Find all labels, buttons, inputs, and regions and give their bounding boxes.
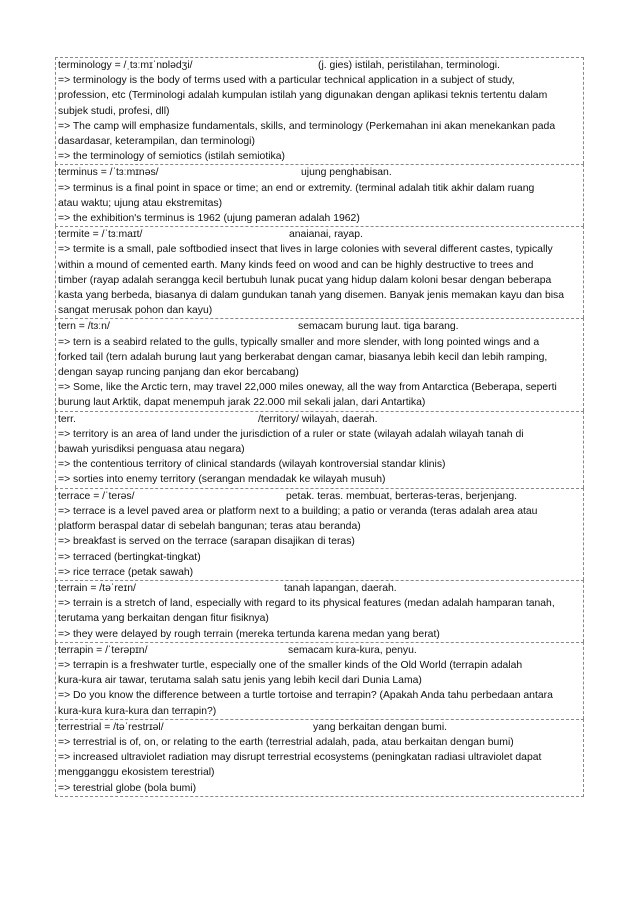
entry-text-line: => the exhibition's terminus is 1962 (ujung pameran adalah 1962): [58, 213, 360, 225]
entry-text-line: platform beraspal datar di sebelah bangunan; teras atau beranda): [58, 521, 361, 533]
entry-meaning: (j. gies) istilah, peristilahan, terminologi.: [318, 60, 500, 71]
dictionary-document: [55, 57, 584, 797]
entry-text-line: => Some, like the Arctic tern, may travel 22,000 miles oneway, all the way from Antarctica (Beberapa, seperti: [58, 382, 557, 394]
entry-header: [56, 319, 583, 334]
entry-text-line: within a mound of cemented earth. Many kinds feed on wood and can be highly destructive to trees and: [58, 259, 534, 271]
entry-text-line: bawah yurisdiksi penguasa atau negara): [58, 444, 245, 456]
dictionary-entry: [55, 164, 584, 226]
entry-text-line: timber (rayap adalah serangga kecil bertubuh lunak pucat yang hidup dalam koloni besar dengan beberapa: [58, 274, 552, 286]
dictionary-entry: [55, 411, 584, 488]
entry-text-line: => breakfast is served on the terrace (sarapan disajikan di teras): [58, 536, 355, 548]
entry-text-line: => increased ultraviolet radiation may disrupt terrestrial ecosystems (peningkatan radiasi ultraviolet dapat: [58, 752, 542, 764]
entry-meaning: anaianai, rayap.: [289, 229, 363, 241]
entry-header: [56, 581, 583, 596]
entry-meaning: ujung penghabisan.: [301, 167, 392, 179]
entry-term: terrapin = /ˈterəpɪn/: [58, 644, 148, 656]
dictionary-entry: [55, 580, 584, 642]
entry-text-line: => terminus is a final point in space or time; an end or extremity. (terminal adalah titik akhir dalam ruang: [58, 182, 535, 194]
entry-text-line: burung laut Arktik, dapat menempuh jarak 22.000 mil sekali jalan, dari Antartika): [58, 397, 426, 409]
entry-text-line: => The camp will emphasize fundamentals, skills, and terminology (Perkemahan ini akan menekankan pada: [58, 120, 556, 132]
entry-text-line: dasardasar, keterampilan, dan terminologi): [58, 136, 255, 148]
entry-text-line: => the terminology of semiotics (istilah semiotika): [58, 151, 285, 163]
entry-text-line: => Do you know the difference between a turtle tortoise and terrapin? (Apakah Anda tahu perbedaan antara: [58, 690, 553, 702]
entry-text-line: => terrace is a level paved area or platform next to a building; a patio or veranda (teras adalah area atau: [58, 505, 538, 517]
entry-text-line: profession, etc (Terminologi adalah kumpulan istilah yang digunakan dengan aplikasi teknis tertentu dalam: [58, 90, 548, 102]
entry-meaning: /territory/ wilayah, daerah.: [258, 413, 378, 425]
entry-text-line: dengan sayap runcing panjang dan ekor bercabang): [58, 367, 299, 379]
entry-text-line: kura-kura kura-kura dan terrapin?): [58, 705, 217, 717]
entry-header: [56, 412, 583, 427]
entry-text-line: kura-kura air tawar, terutama salah satu jenis yang lebih kecil dari Dunia Lama): [58, 675, 422, 687]
entry-text-line: forked tail (tern adalah burung laut yang berkerabat dengan camar, biasanya lebih kecil dan lebih ramping,: [58, 351, 548, 363]
entry-term: terrain = /təˈreɪn/: [58, 582, 136, 594]
entry-text-line: => terraced (bertingkat-tingkat): [58, 551, 201, 563]
entry-header: [56, 165, 583, 180]
entry-text-line: => rice terrace (petak sawah): [58, 566, 194, 578]
dictionary-entry: [55, 226, 584, 318]
entry-meaning: tanah lapangan, daerah.: [284, 582, 397, 594]
entry-term: terminology = /ˌtɜːmɪˈnɒlədʒi/: [58, 60, 193, 71]
entry-text-line: => the contentious territory of clinical standards (wilayah kontroversial standar klinis): [58, 459, 446, 471]
entry-header: [56, 720, 583, 735]
entry-term: terrestrial = /təˈrestrɪəl/: [58, 721, 164, 733]
entry-text-line: atau waktu; ujung atau ekstremitas): [58, 197, 223, 209]
entry-text-line: => terrain is a stretch of land, especially with regard to its physical features (medan adalah hamparan tanah,: [58, 598, 555, 610]
entry-text-line: terutama yang berkaitan dengan fitur fisiknya): [58, 613, 269, 625]
dictionary-entry: [55, 719, 584, 797]
entry-text-line: => terrestrial is of, on, or relating to the earth (terrestrial adalah, pada, atau berkaitan dengan bumi): [58, 736, 514, 748]
entry-meaning: semacam burung laut. tiga barang.: [298, 321, 459, 333]
entry-header: [56, 58, 583, 73]
entry-text-line: => tern is a seabird related to the gulls, typically smaller and more slender, with long pointed wings and a: [58, 336, 540, 348]
entry-meaning: yang berkaitan dengan bumi.: [313, 721, 448, 733]
entry-text-line: => termite is a small, pale softbodied insect that lives in large colonies with several different castes, typically: [58, 244, 553, 256]
entry-text-line: => terestrial globe (bola bumi): [58, 782, 197, 794]
entry-text-line: subjek studi, profesi, dll): [58, 105, 170, 117]
entry-header: [56, 643, 583, 658]
entry-term: tern = /tɜːn/: [58, 321, 110, 333]
entry-text-line: => they were delayed by rough terrain (mereka tertunda karena medan yang berat): [58, 628, 440, 640]
entry-text-line: => sorties into enemy territory (serangan mendadak ke wilayah musuh): [58, 474, 386, 486]
entry-text-line: => terrapin is a freshwater turtle, especially one of the smaller kinds of the Old World (terrapin adalah: [58, 659, 523, 671]
entry-text-line: => territory is an area of land under the jurisdiction of a ruler or state (wilayah adalah wilayah tanah di: [58, 428, 524, 440]
entry-term: terr.: [58, 413, 76, 425]
entry-header: [56, 227, 583, 242]
entry-text-line: kasta yang berbeda, biasanya di dalam gundukan tanah yang disemen. Banyak jenis memakan kayu dan bisa: [58, 290, 565, 302]
entry-text-line: => terminology is the body of terms used with a particular technical application in a subject of study,: [58, 75, 515, 87]
dictionary-entry: [55, 642, 584, 719]
dictionary-entry: [55, 318, 584, 410]
dictionary-entry: [55, 488, 584, 580]
entry-text-line: sangat merusak pohon dan kayu): [58, 305, 213, 317]
entry-meaning: semacam kura-kura, penyu.: [288, 644, 417, 656]
entry-text-line: mengganggu ekosistem terestrial): [58, 767, 215, 779]
entry-header: [56, 489, 583, 504]
entry-term: terrace = /ˈterəs/: [58, 490, 135, 502]
dictionary-entry: [55, 57, 584, 164]
entry-meaning: petak. teras. membuat, berteras-teras, berjenjang.: [286, 490, 518, 502]
entry-term: terminus = /ˈtɜːmɪnəs/: [58, 167, 159, 179]
entry-term: termite = /ˈtɜːmaɪt/: [58, 229, 143, 241]
